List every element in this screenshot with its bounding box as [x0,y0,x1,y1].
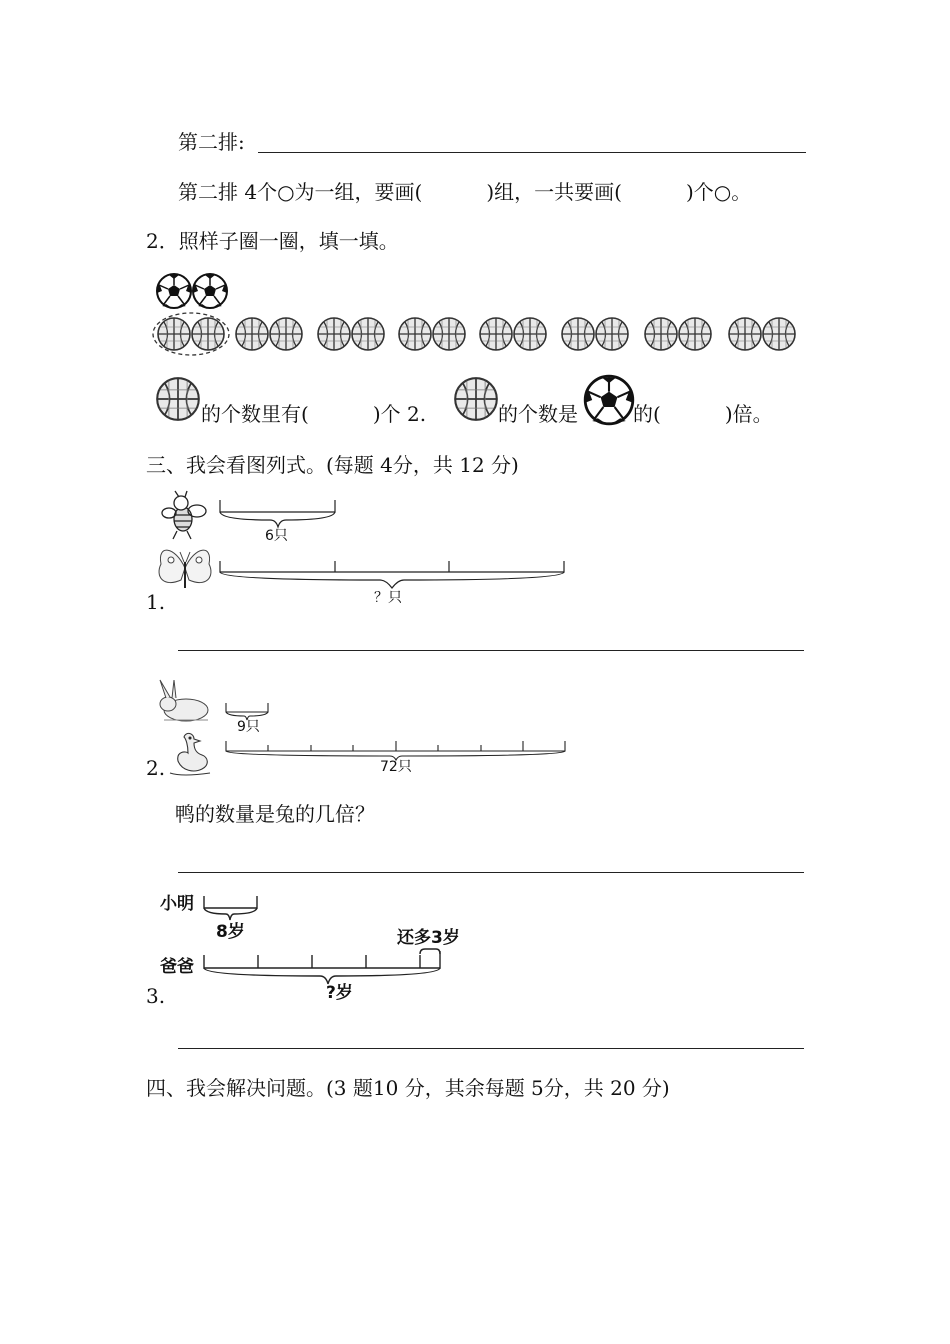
q2-sentence-b: 的个数是 [498,402,578,426]
q2-sentence-c: 的( )倍。 [633,402,773,426]
bee-count-label: 6只 [265,528,288,544]
name-baba: 爸爸 [160,957,194,977]
problem2-question: 鸭的数量是兔的几倍？ [175,802,375,826]
baba-age-label: ?岁 [326,983,353,1003]
problem2-number: 2. [146,756,166,780]
problem3-number: 3. [146,984,166,1008]
row2-label: 第二排: [178,130,245,154]
duck-count-label: 72只 [380,759,412,775]
rabbit-count-label: 9只 [237,719,260,735]
section3-title: 三、我会看图列式。(每题 4分，共 12 分) [146,453,519,477]
q2-title: 2．照样子圈一圈，填一填。 [146,229,399,253]
extra-years-label: 还多3岁 [397,928,460,948]
problem3-answer-line[interactable] [178,1048,804,1049]
problem1-number: 1. [146,590,166,614]
section4-title: 四、我会解决问题。(3 题10 分，其余每题 5分，共 20 分) [146,1076,670,1100]
name-xiaoming: 小明 [160,894,194,914]
row2-question: 第二排 4个○为一组，要画( )组，一共要画( )个○。 [178,180,752,204]
butterfly-count-label: ？只 [374,590,402,606]
xiaoming-age-label: 8岁 [216,922,245,942]
q2-sentence-a: 的个数里有( )个 2. [201,402,427,426]
